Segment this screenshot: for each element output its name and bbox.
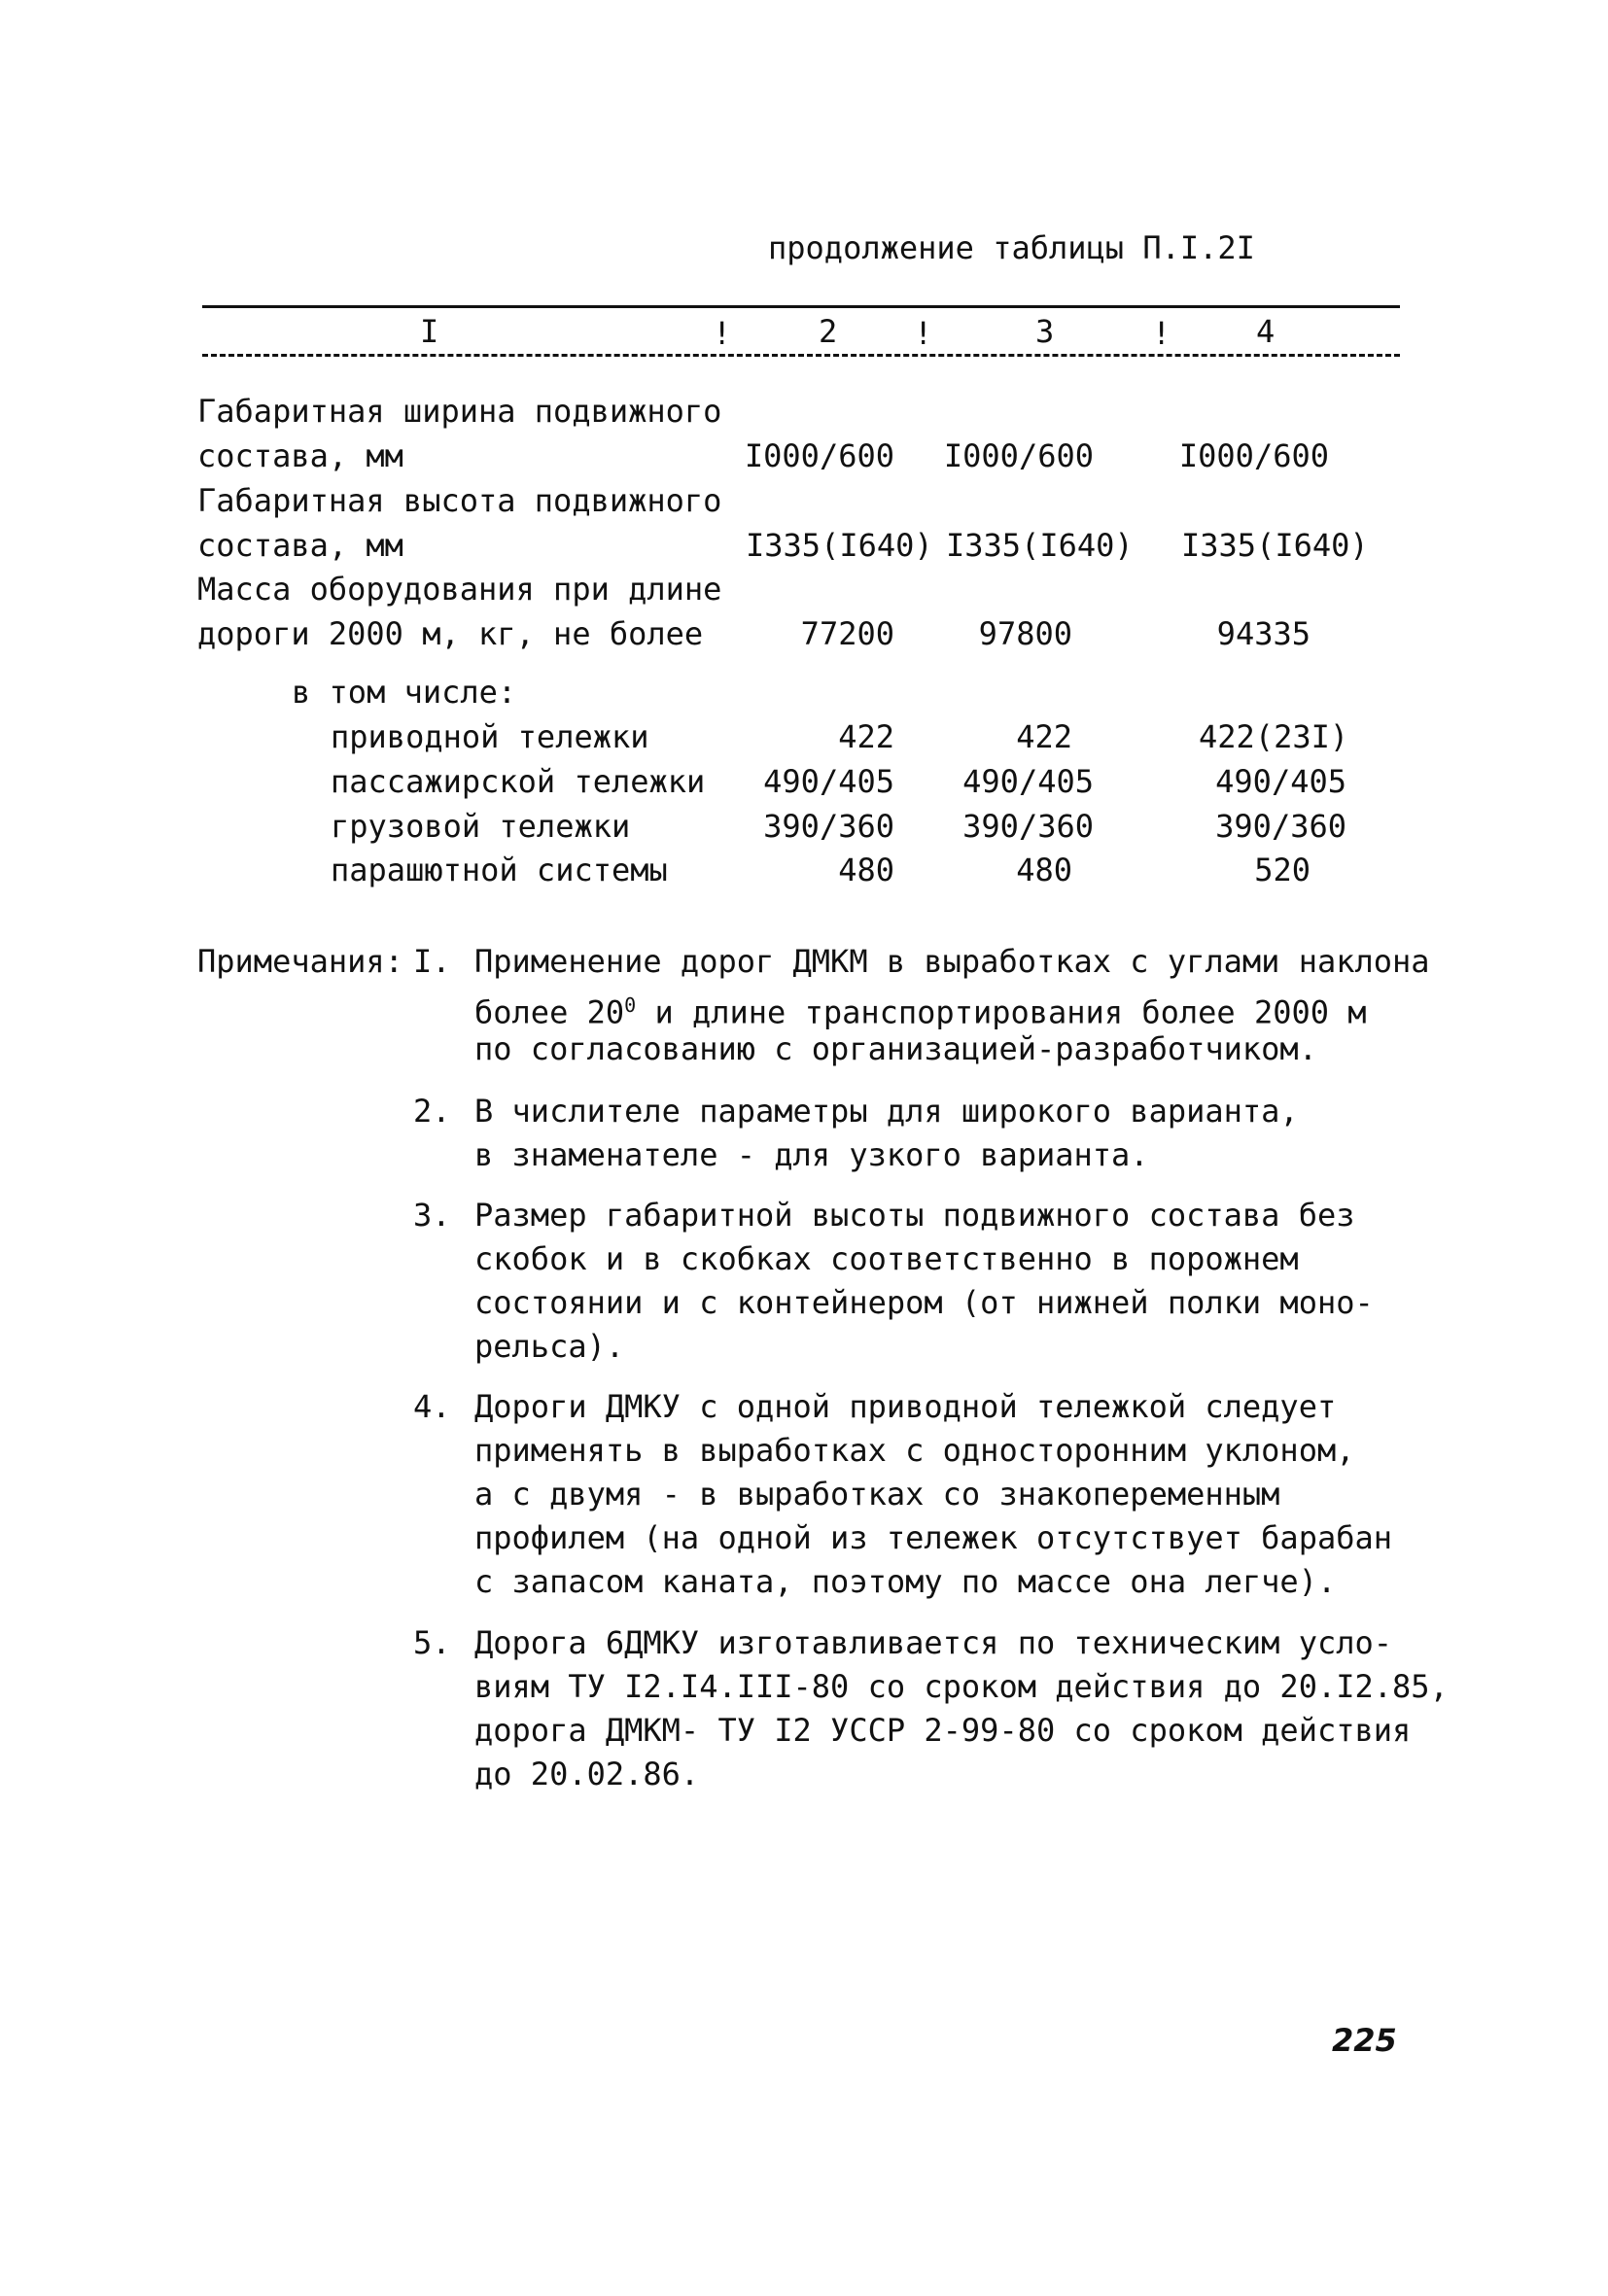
row-passenger-col4: 490/405 xyxy=(1215,763,1346,800)
row-cargo-col3: 390/360 xyxy=(962,808,1094,845)
note-4-line5: с запасом каната, поэтому по массе она легче). xyxy=(474,1563,1337,1600)
row-height-col3: I335(I640) xyxy=(946,527,1134,564)
row-height-col4: I335(I640) xyxy=(1181,527,1369,564)
row-mass-col2: 77200 xyxy=(800,615,894,652)
column-separator: ! xyxy=(713,315,732,352)
row-height-label-line1: Габаритная высота подвижного xyxy=(197,482,722,519)
page-number: 225 xyxy=(1332,2022,1397,2059)
note-5-line3: дорога ДМКМ- ТУ I2 УССР 2-99-80 со сроком действия xyxy=(474,1712,1412,1749)
table-continuation-caption: продолжение таблицы П.I.2I xyxy=(768,229,1255,266)
row-mass-col4: 94335 xyxy=(1216,615,1311,652)
row-passenger-col2: 490/405 xyxy=(763,763,894,800)
note-1-line3: по согласованию с организацией-разработчиком. xyxy=(474,1030,1317,1067)
note-3-line3: состоянии и с контейнером (от нижней полки моно- xyxy=(474,1284,1374,1321)
row-cargo-col4: 390/360 xyxy=(1215,808,1346,845)
column-header-4: 4 xyxy=(1256,313,1276,350)
row-passenger-col3: 490/405 xyxy=(962,763,1094,800)
header-top-rule xyxy=(202,305,1400,308)
row-width-label-line1: Габаритная ширина подвижного xyxy=(197,393,722,430)
row-passenger-label: пассажирской тележки xyxy=(331,763,706,800)
note-4-line2: применять в выработках с односторонним уклоном, xyxy=(474,1432,1355,1469)
note-4-line4: профилем (на одной из тележек отсутствует барабан xyxy=(474,1519,1393,1556)
row-parachute-col2: 480 xyxy=(838,852,894,888)
column-header-2: 2 xyxy=(819,313,838,350)
row-drive-col2: 422 xyxy=(838,718,894,755)
row-drive-label: приводной тележки xyxy=(331,718,649,755)
row-width-col3: I000/600 xyxy=(943,437,1094,474)
row-parachute-label: парашютной системы xyxy=(331,852,668,888)
note-2-line2: в знаменателе - для узкого варианта. xyxy=(474,1136,1149,1173)
note-1-line1: Применение дорог ДМКМ в выработках с углами наклона xyxy=(474,943,1430,980)
note-5-line4: до 20.02.86. xyxy=(474,1756,700,1792)
note-5-number: 5. xyxy=(413,1624,451,1661)
row-drive-col3: 422 xyxy=(1016,718,1072,755)
note-3-number: 3. xyxy=(413,1197,451,1234)
row-drive-col4: 422(23I) xyxy=(1199,718,1349,755)
row-mass-label-line2: дороги 2000 м, кг, не более xyxy=(197,615,704,652)
notes-heading: Примечания: xyxy=(197,943,403,980)
note-3-line2: скобок и в скобках соответственно в порожнем xyxy=(474,1240,1299,1277)
degree-superscript: 0 xyxy=(624,993,637,1017)
note-2-number: 2. xyxy=(413,1093,451,1130)
row-width-col2: I000/600 xyxy=(744,437,894,474)
row-height-col2: I335(I640) xyxy=(746,527,933,564)
note-4-line3: а с двумя - в выработках со знакопеременным xyxy=(474,1476,1280,1513)
row-parachute-col4: 520 xyxy=(1254,852,1311,888)
column-separator: ! xyxy=(1152,315,1171,352)
header-bottom-rule xyxy=(202,354,1400,357)
note-1-line2-part1: более 20 xyxy=(474,993,625,1031)
note-2-line1: В числителе параметры для широкого варианта, xyxy=(474,1093,1299,1130)
including-label: в том числе: xyxy=(292,674,517,711)
column-separator: ! xyxy=(914,315,933,352)
note-5-line2: виям ТУ I2.I4.III-80 со сроком действия до 20.I2.85, xyxy=(474,1668,1449,1705)
row-mass-col3: 97800 xyxy=(978,615,1072,652)
row-cargo-label: грузовой тележки xyxy=(331,808,631,845)
row-mass-label-line1: Масса оборудования при длине xyxy=(197,571,722,608)
note-1-line2-part2: и длине транспортирования более 2000 м xyxy=(636,993,1367,1031)
row-height-label-line2: состава, мм xyxy=(197,527,403,564)
row-cargo-col2: 390/360 xyxy=(763,808,894,845)
note-1-number: I. xyxy=(413,943,451,980)
note-5-line1: Дорога 6ДМКУ изготавливается по техническим усло- xyxy=(474,1624,1393,1661)
column-header-1: I xyxy=(420,313,439,350)
row-parachute-col3: 480 xyxy=(1016,852,1072,888)
note-4-line1: Дороги ДМКУ с одной приводной тележкой следует xyxy=(474,1388,1337,1425)
column-header-3: 3 xyxy=(1035,313,1055,350)
note-3-line1: Размер габаритной высоты подвижного состава без xyxy=(474,1197,1355,1234)
row-width-col4: I000/600 xyxy=(1178,437,1329,474)
note-4-number: 4. xyxy=(413,1388,451,1425)
row-width-label-line2: состава, мм xyxy=(197,437,403,474)
note-3-line4: рельса). xyxy=(474,1328,625,1365)
